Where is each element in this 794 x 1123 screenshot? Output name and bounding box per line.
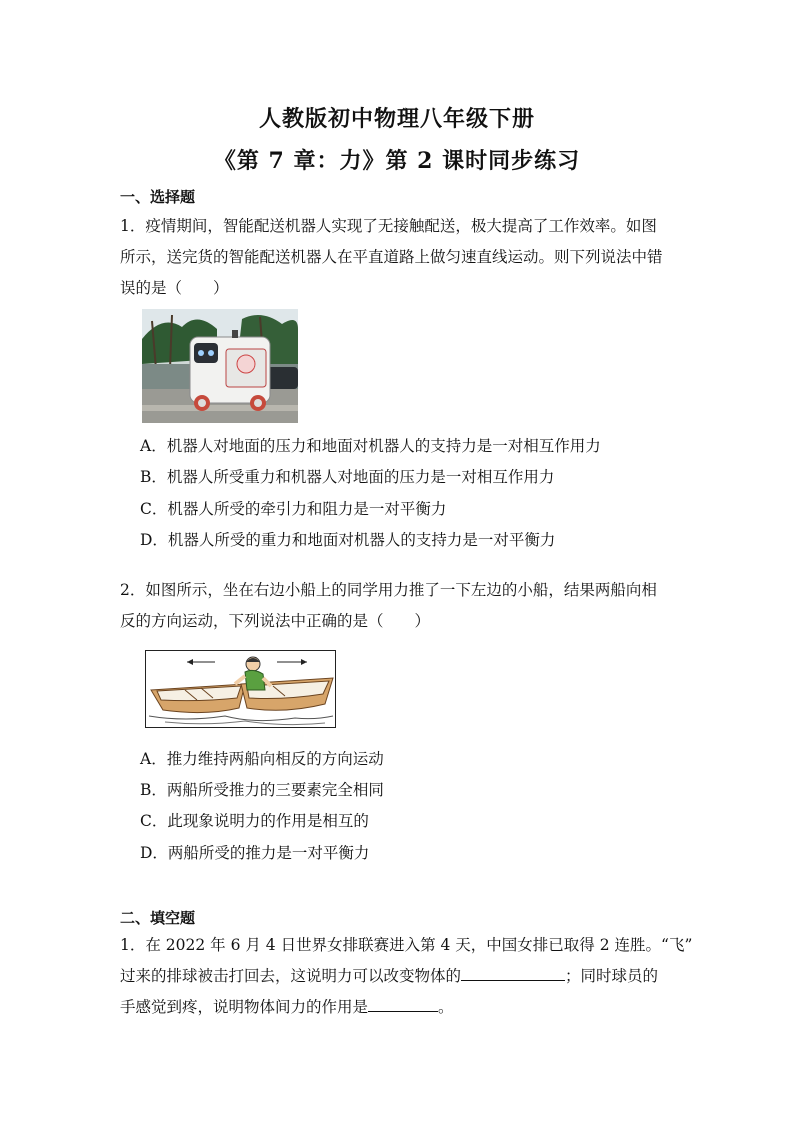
section-heading-choice: 一、选择题 (120, 188, 196, 206)
question-2-line: 2．如图所示，坐在右边小船上的同学用力推了一下左边的小船，结果两船向相 (120, 581, 657, 599)
two-boats-illustration (145, 650, 336, 728)
question-1-option-c: C．机器人所受的牵引力和阻力是一对平衡力 (140, 500, 447, 518)
section-heading-fill-blank: 二、填空题 (120, 909, 196, 927)
fill-question-1-line3 (120, 992, 680, 1023)
answer-blank-1[interactable] (461, 966, 565, 981)
doc-title-line2: 《第 7 章：力》第 2 课时同步练习 (213, 148, 581, 174)
question-1-option-b: B．机器人所受重力和机器人对地面的压力是一对相互作用力 (140, 468, 555, 486)
question-1-line: 1．疫情期间，智能配送机器人实现了无接触配送，极大提高了工作效率。如图 (120, 217, 657, 235)
question-2-option-b: B．两船所受推力的三要素完全相同 (140, 781, 384, 799)
question-2-option-d: D．两船所受的推力是一对平衡力 (140, 844, 370, 862)
fill-question-1-line2 (120, 961, 680, 992)
question-1-line: 所示，送完货的智能配送机器人在平直道路上做匀速直线运动。则下列说法中错 (120, 248, 663, 266)
question-2-stem (120, 575, 680, 637)
fill-question-1-text: 过来的排球被击打回去，这说明力可以改变物体的 (120, 967, 462, 985)
question-2-option-c: C．此现象说明力的作用是相互的 (140, 812, 369, 830)
fill-question-1 (120, 930, 693, 1023)
answer-blank-2[interactable] (368, 997, 438, 1012)
fill-question-1-text: ；同时球员的 (565, 967, 659, 985)
doc-title-line1: 人教版初中物理八年级下册 (258, 106, 535, 132)
delivery-robot-photo (142, 309, 298, 423)
fill-question-1-line1: 1．在 2022 年 6 月 4 日世界女排联赛进入第 4 天，中国女排已取得 2 连胜。“飞” (120, 936, 693, 954)
question-1-option-a: A．机器人对地面的压力和地面对机器人的支持力是一对相互作用力 (140, 437, 601, 455)
question-1-line: 误的是（ ） (120, 279, 229, 297)
fill-question-1-text: 。 (438, 998, 454, 1016)
question-2-option-a: A．推力维持两船向相反的方向运动 (140, 750, 384, 768)
question-1-stem (120, 211, 680, 304)
question-2-line: 反的方向运动，下列说法中正确的是（ ） (120, 612, 431, 630)
fill-question-1-text: 手感觉到疼，说明物体间力的作用是 (120, 998, 369, 1016)
question-1-option-d: D．机器人所受的重力和地面对机器人的支持力是一对平衡力 (140, 531, 556, 549)
